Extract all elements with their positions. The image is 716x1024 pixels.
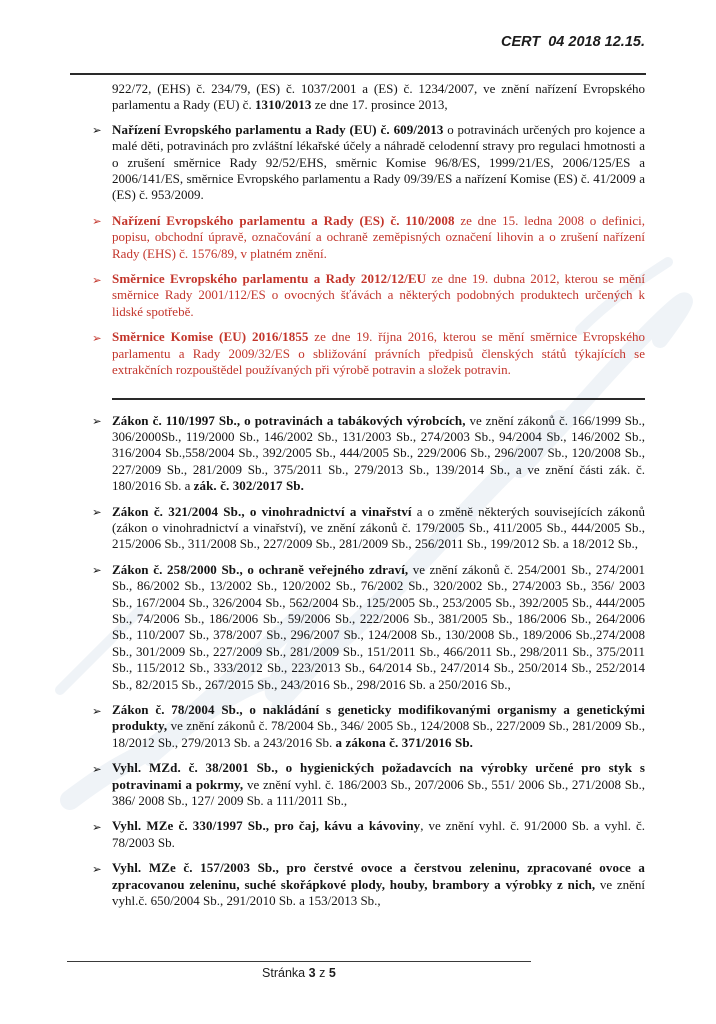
arrow-bullet-icon: ➢ [92,414,102,428]
list-item [92,760,645,809]
list-item [92,561,645,693]
page-footer [67,966,531,980]
footer-page-number: 3 [308,966,316,980]
item-text: Zákon č. 78/2004 Sb., o nakládání s geneticky modifikovanými organismy a genetickými produkty, ve znění zákonů č. 78/2004 Sb., 346/ 2005 Sb., 124/2008 Sb., 227/2009 Sb., 281/2009 Sb., 18/2012 Sb., 279/2013 Sb. a 243/2016 Sb. a zákona č. 371/2016 Sb. [112,702,645,750]
section-divider [112,398,645,400]
item-text: Nařízení Evropského parlamentu a Rady (ES) č. 110/2008 ze dne 15. ledna 2008 o definici, popisu, obchodní úpravě, označování a ochraně zeměpisných označení lihovin a o zrušení nařízení Rady (EHS) č. 1576/89, v platném znění. [112,212,646,261]
item-text: Zákon č. 110/1997 Sb., o potravinách a tabákových výrobcích, ve znění zákonů č. 166/1999 Sb., 306/2000Sb., 119/2000 Sb., 146/2002 Sb., 131/2003 Sb., 274/2003 Sb., 94/2004 Sb., 146/2002 Sb., 316/2004 Sb.,558/2004 Sb., 392/2005 Sb., 444/2005 Sb., 229/2006 Sb., 296/2007 Sb., 120/2008 Sb., 227/2009 Sb., 281/2009 Sb., 375/2011 Sb., 279/2013 Sb., 139/2014 Sb., a ve znění části zák. č. 180/2016 Sb. a zák. č. 302/2017 Sb. [112,412,645,494]
document-body [92,81,646,918]
footer-separator: z [315,966,329,980]
header-stamp: CERT 04 2018 12.15. [500,34,645,50]
list-item [92,329,645,378]
item-text: Zákon č. 258/2000 Sb., o ochraně veřejného zdraví, ve znění zákonů č. 254/2001 Sb., 274/2001 Sb., 86/2002 Sb., 13/2002 Sb., 120/2002 Sb., 76/2002 Sb., 320/2002 Sb., 274/2003 Sb., 356/ 2003 Sb., 167/2004 Sb., 326/2004 Sb., 562/2004 Sb., 125/2005 Sb., 253/2005 Sb., 392/2005 Sb., 444/2005 Sb., 74/2006 Sb., 186/2006 Sb., 59/2006 Sb., 222/2006 Sb., 381/2005 Sb., 186/2006 Sb., 264/2006 Sb., 110/2007 Sb., 378/2007 Sb., 296/2007 Sb., 124/2008 Sb., 130/2008 Sb., 189/2006 Sb.,274/2008 Sb., 301/2009 Sb., 227/2009 Sb., 281/2009 Sb., 151/2011 Sb., 466/2011 Sb., 298/2011 Sb., 375/2011 Sb., 115/2012 Sb., 333/2012 Sb., 223/2013 Sb., 64/2014 Sb., 247/2014 Sb., 250/2014 Sb., 252/2014 Sb., 82/2015 Sb., 267/2015 Sb., 243/2016 Sb., 298/2016 Sb. a 250/2016 Sb., [112,561,645,692]
arrow-bullet-icon: ➢ [92,214,102,229]
list-item [92,121,645,204]
footer-label: Stránka [262,966,309,980]
footer-total-pages: 5 [328,966,336,980]
arrow-bullet-icon: ➢ [92,563,102,578]
list-item [92,271,645,320]
list-item [92,818,645,851]
item-text: Vyhl. MZe č. 330/1997 Sb., pro čaj, kávu a kávoviny, ve znění vyhl. č. 91/2000 Sb. a vyhl. č. 78/2003 Sb. [112,818,645,850]
arrow-bullet-icon: ➢ [92,861,102,876]
arrow-bullet-icon: ➢ [92,123,102,138]
item-text: Vyhl. MZe č. 157/2003 Sb., pro čerstvé ovoce a čerstvou zeleninu, zpracované ovoce a zpracovanou zeleninu, suché skořápkové plody, houby, brambory a výrobky z nich, ve znění vyhl.č. 650/2004 Sb., 291/2010 Sb. a 153/2013 Sb., [112,860,646,909]
arrow-bullet-icon: ➢ [92,505,102,520]
arrow-bullet-icon: ➢ [92,703,102,718]
list-item [92,860,646,909]
footer-divider [67,961,531,962]
header-divider [70,73,646,75]
item-text: Zákon č. 321/2004 Sb., o vinohradnictví a vinařství a o změně některých souvisejících zákonů (zákon o vinohradnictví a vinařství), ve znění zákonů č. 179/2005 Sb., 411/2005 Sb., 444/2005 Sb., 215/2006 Sb., 311/2008 Sb., 227/2009 Sb., 281/2009 Sb., 256/2011 Sb., 199/2012 Sb. a 18/2012 Sb., [112,503,645,552]
list-item [92,212,646,262]
intro-paragraph [112,81,645,114]
item-text: Nařízení Evropského parlamentu a Rady (EU) č. 609/2013 o potravinách určených pro kojence a malé děti, potravinách pro zvláštní lékařské účely a náhradě celodenní stravy pro regulaci hmotnosti a o zrušení směrnice Rady 92/52/EHS, směrnic Komise 96/8/ES, 1999/21/ES, 2006/125/ES a 2006/141/ES, směrnice Evropského parlamentu a Rady 09/39/ES a nařízení Komise (ES) č. 41/2009 a (ES) č. 953/2009. [112,121,645,203]
arrow-bullet-icon: ➢ [92,761,102,776]
item-text: Směrnice Evropského parlamentu a Rady 2012/12/EU ze dne 19. dubna 2012, kterou se mění směrnice Rady 2001/112/ES o ovocných šťávách a některých podobných produktech určených k lidské spotřebě. [112,271,645,319]
arrow-bullet-icon: ➢ [92,330,102,345]
item-text: Směrnice Komise (EU) 2016/1855 ze dne 19. října 2016, kterou se mění směrnice Evropského parlamentu a Rady 2009/32/ES o sbližování právních předpisů členských států týkajících se extrakčních rozpouštědel používaných při výrobě potravin a složek potravin. [112,329,645,378]
paragraph-text: 922/72, (EHS) č. 234/79, (ES) č. 1037/2001 a (ES) č. 1234/2007, ve znění nařízení Evropského parlamentu a Rady (EU) č. 1310/2013 ze dne 17. prosince 2013, [112,81,645,113]
list-item [92,702,645,751]
list-item [92,412,645,495]
list-item [92,503,645,553]
item-text: Vyhl. MZd. č. 38/2001 Sb., o hygienických požadavcích na výrobky určené pro styk s potravinami a pokrmy, ve znění vyhl. č. 186/2003 Sb., 207/2006 Sb., 551/ 2006 Sb., 271/2008 Sb., 386/ 2008 Sb., 127/ 2009 Sb. a 111/2011 Sb., [112,760,645,809]
arrow-bullet-icon: ➢ [92,272,102,287]
arrow-bullet-icon: ➢ [92,819,102,834]
